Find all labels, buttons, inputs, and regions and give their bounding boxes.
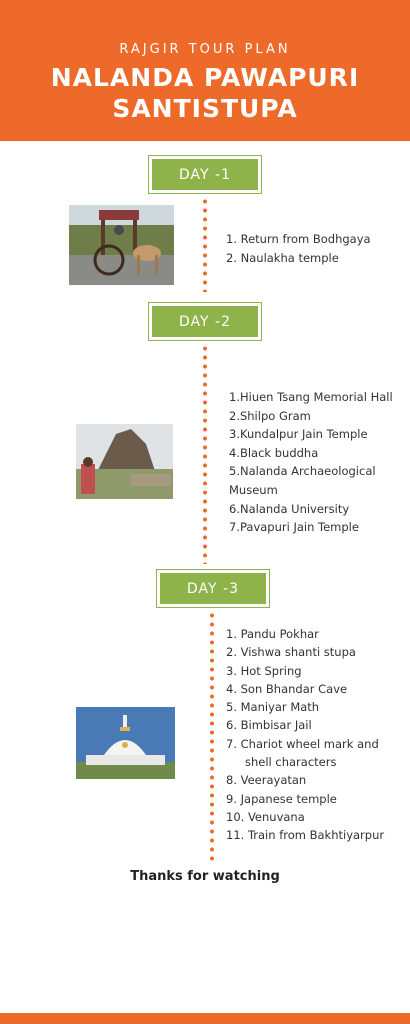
list-item: 7.Pavapuri Jain Temple: [229, 520, 359, 535]
list-item: 8. Veerayatan: [226, 773, 307, 788]
timeline-dots-1: [203, 197, 207, 292]
list-item: 2. Naulakha temple: [226, 251, 339, 265]
list-item: 2.Shilpo Gram: [229, 408, 311, 423]
list-item: 1. Return from Bodhgaya: [226, 232, 371, 246]
list-item: 10. Venuvana: [226, 809, 305, 824]
list-item: 4. Son Bhandar Cave: [226, 681, 348, 696]
day-2-list: [229, 388, 393, 537]
header-banner: [0, 0, 410, 141]
footer-bar: [0, 1013, 410, 1024]
timeline-dots-3: [210, 611, 214, 863]
list-item: 11. Train from Bakhtiyarpur: [226, 828, 385, 843]
day-3-list: [226, 625, 384, 845]
stupa-photo: [76, 707, 175, 779]
page-title: [0, 62, 410, 124]
list-item: 2. Vishwa shanti stupa: [226, 645, 356, 660]
list-item: shell characters: [245, 755, 337, 770]
list-item: 1.Hiuen Tsang Memorial Hall: [229, 390, 393, 404]
list-item: 6. Bimbisar Jail: [226, 718, 312, 733]
timeline-dots-2: [203, 344, 207, 564]
list-item: 4.Black buddha: [229, 445, 319, 460]
hill-photo: [76, 424, 173, 499]
list-item: 1. Pandu Pokhar: [226, 627, 319, 641]
horse-cart-photo: [69, 205, 174, 285]
day-1-label: DAY -1: [149, 156, 261, 193]
day-3-label: DAY -3: [157, 570, 269, 607]
list-item: 5.Nalanda Archaeological: [229, 464, 376, 479]
list-item: 5. Maniyar Math: [226, 700, 320, 715]
list-item: 7. Chariot wheel mark and: [226, 736, 379, 751]
subtitle: RAJGIR TOUR PLAN: [119, 42, 291, 57]
list-item: 3.Kundalpur Jain Temple: [229, 427, 368, 442]
thanks-text: Thanks for watching: [130, 869, 280, 884]
day-2-label: DAY -2: [149, 303, 261, 340]
day-1-list: [226, 230, 371, 268]
title-line-2: SANTISTUPA: [112, 94, 298, 123]
list-item: 3. Hot Spring: [226, 663, 302, 678]
list-item: 9. Japanese temple: [226, 791, 337, 806]
title-line-1: NALANDA PAWAPURI: [50, 63, 360, 92]
list-item: Museum: [229, 482, 278, 497]
list-item: 6.Nalanda University: [229, 501, 350, 516]
